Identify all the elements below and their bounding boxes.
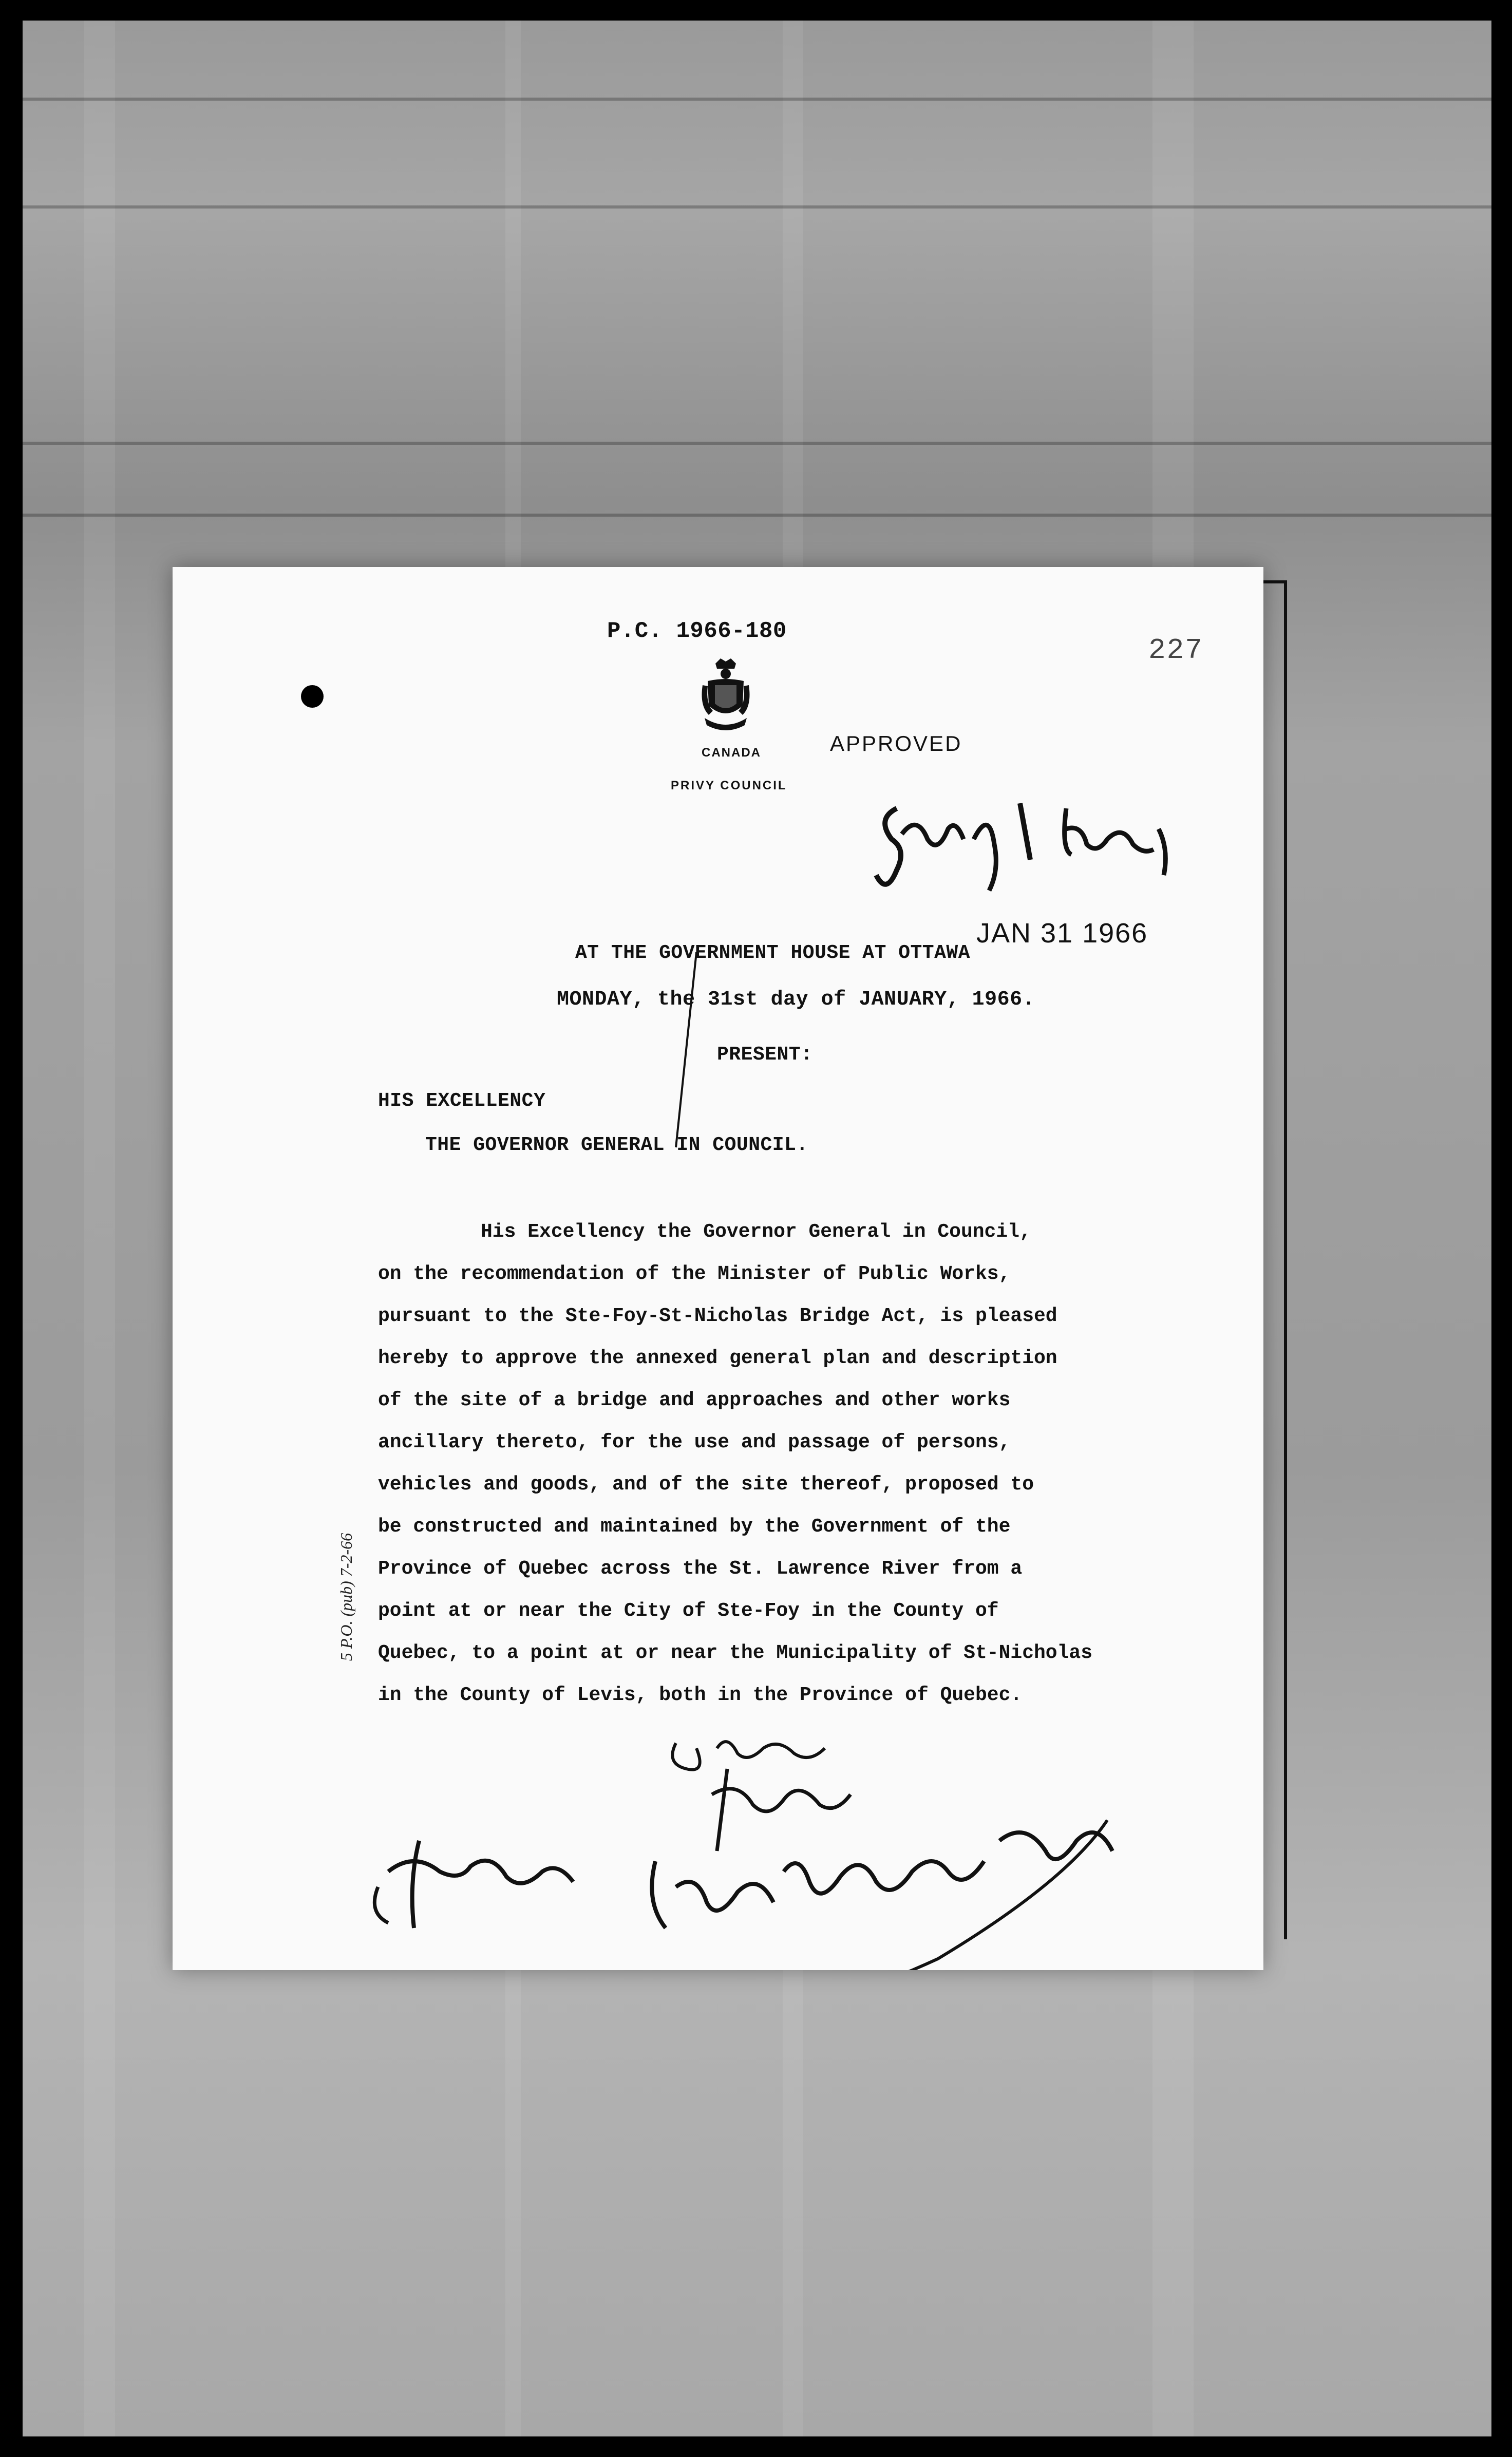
body-line: point at or near the City of Ste-Foy in the County of bbox=[378, 1600, 999, 1622]
film-line bbox=[23, 98, 1491, 101]
punch-hole bbox=[301, 685, 324, 708]
film-streak bbox=[84, 21, 115, 2436]
governor-general-signature bbox=[866, 772, 1184, 906]
date-line: MONDAY, the 31st day of JANUARY, 1966. bbox=[557, 988, 1035, 1011]
film-line bbox=[23, 442, 1491, 445]
body-line: Province of Quebec across the St. Lawrence River from a bbox=[378, 1558, 1023, 1580]
crest-office-label: PRIVY COUNCIL bbox=[671, 779, 787, 792]
present-label: PRESENT: bbox=[717, 1044, 813, 1066]
crop-mark bbox=[1263, 580, 1287, 1939]
approved-label: APPROVED bbox=[830, 731, 962, 755]
body-line: Quebec, to a point at or near the Municipality of St-Nicholas bbox=[378, 1642, 1093, 1664]
body-line: hereby to approve the annexed general plan and description bbox=[378, 1347, 1057, 1369]
document-page bbox=[173, 567, 1263, 1970]
page-number: 227 bbox=[1148, 634, 1203, 667]
order-body bbox=[378, 1211, 1200, 1716]
body-line: be constructed and maintained by the Government of the bbox=[378, 1516, 1011, 1538]
margin-note: 5 P.O. (pub) 7-2-66 bbox=[337, 1533, 355, 1661]
coat-of-arms-icon bbox=[697, 654, 754, 736]
body-line: vehicles and goods, and of the site thereof, proposed to bbox=[378, 1473, 1034, 1496]
date-stamp: JAN 31 1966 bbox=[976, 918, 1148, 949]
film-line bbox=[23, 514, 1491, 517]
his-excellency-line: HIS EXCELLENCY bbox=[378, 1090, 546, 1112]
body-line: in the County of Levis, both in the Province of Quebec. bbox=[378, 1684, 1023, 1706]
governor-general-line: THE GOVERNOR GENERAL IN COUNCIL. bbox=[425, 1134, 808, 1156]
body-line: His Excellency the Governor General in Council, bbox=[481, 1221, 1031, 1243]
ink-stroke bbox=[666, 947, 707, 1152]
body-line: ancillary thereto, for the use and passage of persons, bbox=[378, 1431, 1011, 1453]
body-line: on the recommendation of the Minister of Public Works, bbox=[378, 1263, 1011, 1285]
crest-country-label: CANADA bbox=[702, 746, 761, 760]
council-signatures bbox=[357, 1717, 1200, 1970]
place-line: AT THE GOVERNMENT HOUSE AT OTTAWA bbox=[575, 942, 971, 964]
order-number: P.C. 1966-180 bbox=[607, 618, 787, 644]
film-line bbox=[23, 205, 1491, 209]
body-line: pursuant to the Ste-Foy-St-Nicholas Bridge Act, is pleased bbox=[378, 1305, 1057, 1327]
body-line: of the site of a bridge and approaches and other works bbox=[378, 1389, 1011, 1411]
